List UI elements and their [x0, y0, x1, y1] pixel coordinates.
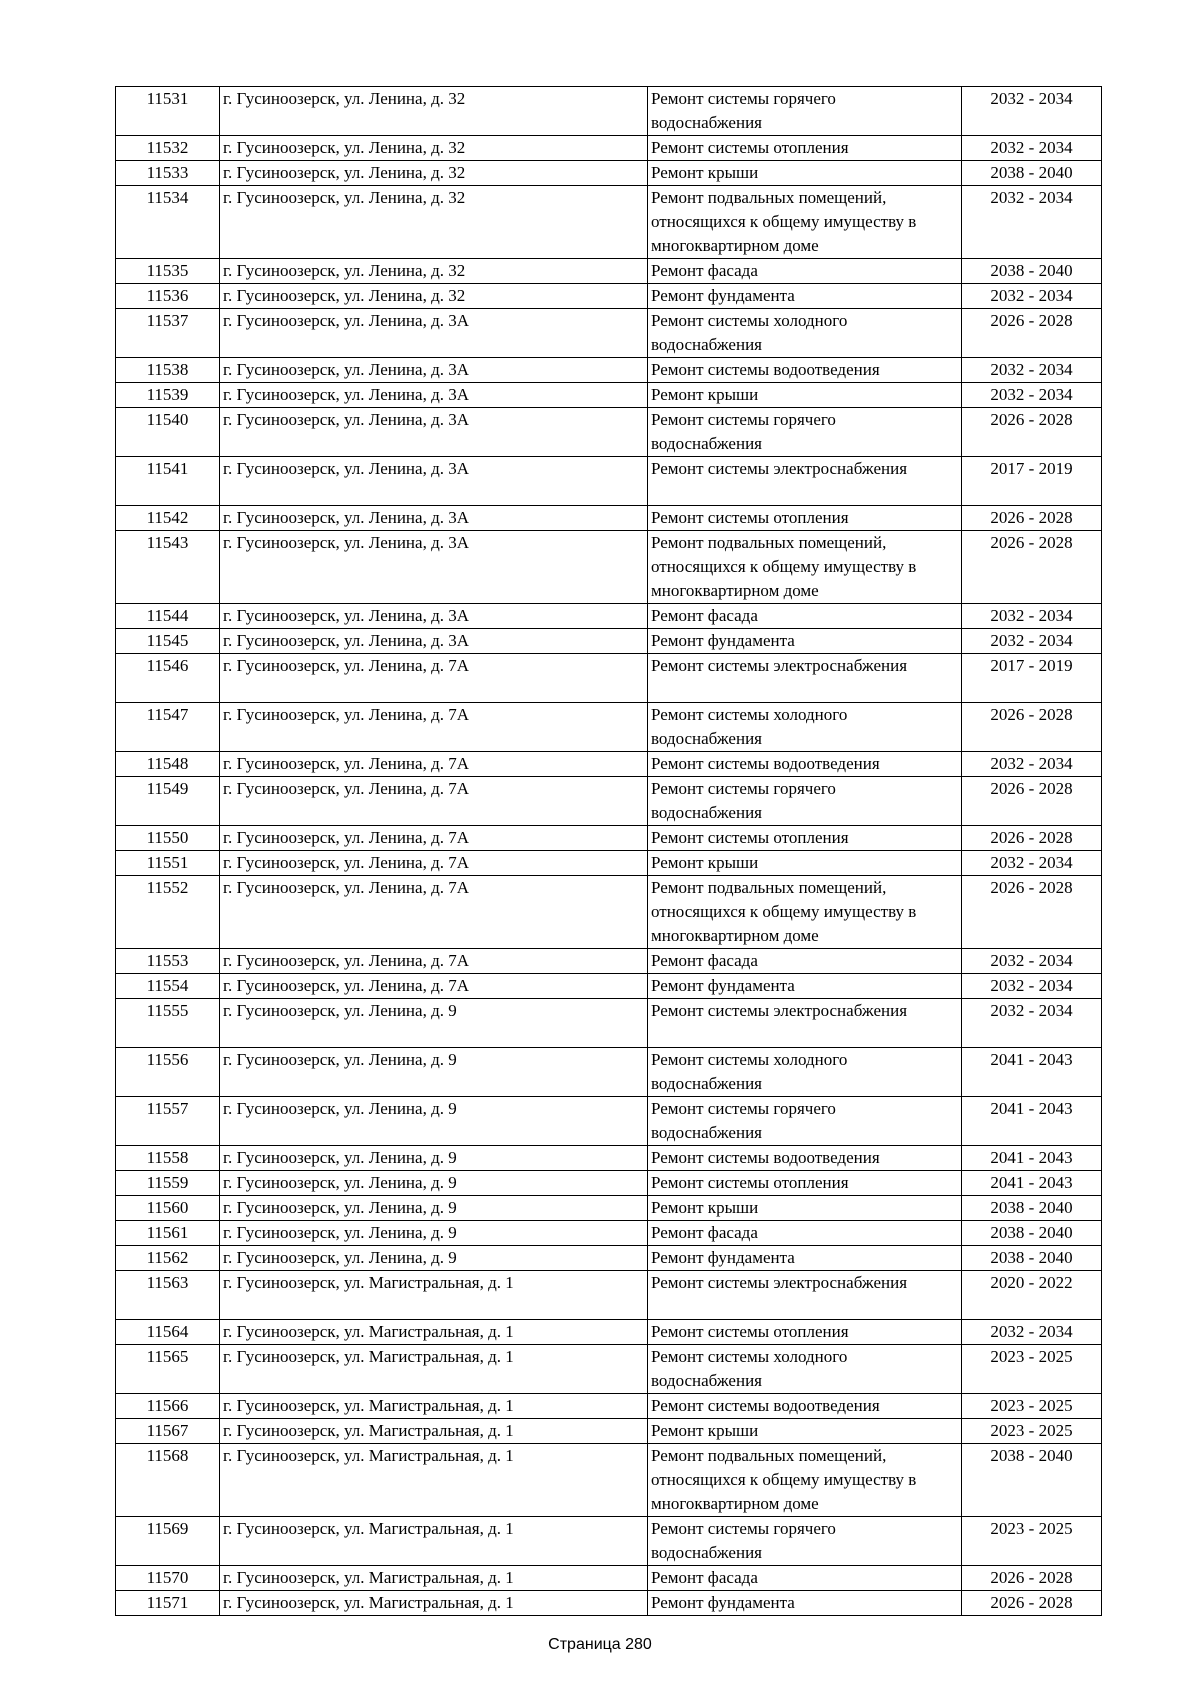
- period-cell: 2041 - 2043: [962, 1097, 1102, 1146]
- period-cell: 2032 - 2034: [962, 974, 1102, 999]
- row-number: 11548: [116, 752, 220, 777]
- work-type-line: Ремонт системы водоотведения: [651, 1148, 880, 1167]
- address-cell: г. Гусиноозерск, ул. Магистральная, д. 1: [220, 1394, 648, 1419]
- work-type-line: Ремонт системы холодного: [651, 705, 848, 724]
- work-type-cell: [648, 1246, 962, 1271]
- row-number: 11566: [116, 1394, 220, 1419]
- work-type-line: Ремонт системы отопления: [651, 1173, 849, 1192]
- address-cell: г. Гусиноозерск, ул. Ленина, д. 32: [220, 161, 648, 186]
- work-type-line: Ремонт крыши: [651, 1198, 759, 1217]
- table-row: [116, 1566, 1102, 1591]
- work-type-line: водоснабжения: [651, 1123, 762, 1142]
- row-number: 11564: [116, 1320, 220, 1345]
- row-number: 11553: [116, 949, 220, 974]
- address-cell: г. Гусиноозерск, ул. Ленина, д. 32: [220, 87, 648, 136]
- table-row: [116, 654, 1102, 703]
- row-number: 11533: [116, 161, 220, 186]
- work-type-line: Ремонт подвальных помещений,: [651, 188, 887, 207]
- work-type-cell: [648, 161, 962, 186]
- address-cell: г. Гусиноозерск, ул. Магистральная, д. 1: [220, 1444, 648, 1517]
- row-number: 11555: [116, 999, 220, 1048]
- period-cell: 2026 - 2028: [962, 1591, 1102, 1616]
- address-cell: г. Гусиноозерск, ул. Ленина, д. 9: [220, 1048, 648, 1097]
- table-row: [116, 383, 1102, 408]
- work-type-cell: [648, 1517, 962, 1566]
- table-row: [116, 752, 1102, 777]
- work-type-line: Ремонт системы холодного: [651, 1347, 848, 1366]
- work-type-cell: [648, 383, 962, 408]
- table-row: [116, 999, 1102, 1048]
- work-type-line: Ремонт фундамента: [651, 631, 795, 650]
- work-type-line: относящихся к общему имуществу в: [651, 1470, 917, 1489]
- period-cell: 2032 - 2034: [962, 87, 1102, 136]
- work-type-line: Ремонт системы водоотведения: [651, 1396, 880, 1415]
- work-type-line: Ремонт фасада: [651, 606, 758, 625]
- work-type-line: Ремонт системы горячего: [651, 779, 836, 798]
- row-number: 11551: [116, 851, 220, 876]
- address-cell: г. Гусиноозерск, ул. Ленина, д. 9: [220, 999, 648, 1048]
- work-type-cell: [648, 1171, 962, 1196]
- work-type-line: Ремонт крыши: [651, 385, 759, 404]
- work-type-cell: [648, 949, 962, 974]
- period-cell: 2038 - 2040: [962, 1444, 1102, 1517]
- work-type-line: относящихся к общему имуществу в: [651, 902, 917, 921]
- table-row: [116, 974, 1102, 999]
- row-number: 11562: [116, 1246, 220, 1271]
- row-number: 11545: [116, 629, 220, 654]
- period-cell: 2026 - 2028: [962, 506, 1102, 531]
- work-type-line: Ремонт фасада: [651, 261, 758, 280]
- work-type-cell: [648, 1221, 962, 1246]
- work-type-line: водоснабжения: [651, 1371, 762, 1390]
- period-cell: 2026 - 2028: [962, 703, 1102, 752]
- address-cell: г. Гусиноозерск, ул. Ленина, д. 7А: [220, 851, 648, 876]
- work-type-cell: [648, 186, 962, 259]
- table-row: [116, 1196, 1102, 1221]
- work-type-line: Ремонт системы горячего: [651, 89, 836, 108]
- row-number: 11557: [116, 1097, 220, 1146]
- work-type-cell: [648, 87, 962, 136]
- work-type-line: Ремонт системы отопления: [651, 508, 849, 527]
- row-number: 11569: [116, 1517, 220, 1566]
- work-type-line: относящихся к общему имуществу в: [651, 212, 917, 231]
- row-number: 11536: [116, 284, 220, 309]
- row-number: 11565: [116, 1345, 220, 1394]
- address-cell: г. Гусиноозерск, ул. Ленина, д. 32: [220, 259, 648, 284]
- address-cell: г. Гусиноозерск, ул. Ленина, д. 7А: [220, 876, 648, 949]
- period-cell: 2038 - 2040: [962, 1246, 1102, 1271]
- period-cell: 2041 - 2043: [962, 1048, 1102, 1097]
- work-type-cell: [648, 1196, 962, 1221]
- table-row: [116, 1419, 1102, 1444]
- address-cell: г. Гусиноозерск, ул. Ленина, д. 9: [220, 1196, 648, 1221]
- table-row: [116, 259, 1102, 284]
- row-number: 11535: [116, 259, 220, 284]
- period-cell: 2032 - 2034: [962, 186, 1102, 259]
- address-cell: г. Гусиноозерск, ул. Ленина, д. 7А: [220, 777, 648, 826]
- address-cell: г. Гусиноозерск, ул. Ленина, д. 7А: [220, 974, 648, 999]
- address-cell: г. Гусиноозерск, ул. Ленина, д. 3А: [220, 358, 648, 383]
- work-type-cell: [648, 1345, 962, 1394]
- row-number: 11561: [116, 1221, 220, 1246]
- table-row: [116, 1591, 1102, 1616]
- address-cell: г. Гусиноозерск, ул. Ленина, д. 9: [220, 1221, 648, 1246]
- work-type-cell: [648, 408, 962, 457]
- work-type-line: Ремонт подвальных помещений,: [651, 878, 887, 897]
- table-row: [116, 703, 1102, 752]
- row-number: 11552: [116, 876, 220, 949]
- table-row: [116, 1246, 1102, 1271]
- work-type-line: Ремонт фасада: [651, 1223, 758, 1242]
- work-type-line: Ремонт системы отопления: [651, 1322, 849, 1341]
- period-cell: 2023 - 2025: [962, 1345, 1102, 1394]
- row-number: 11541: [116, 457, 220, 506]
- period-cell: 2032 - 2034: [962, 999, 1102, 1048]
- work-type-line: Ремонт системы отопления: [651, 138, 849, 157]
- work-type-cell: [648, 531, 962, 604]
- period-cell: 2026 - 2028: [962, 777, 1102, 826]
- address-cell: г. Гусиноозерск, ул. Магистральная, д. 1: [220, 1591, 648, 1616]
- period-cell: 2023 - 2025: [962, 1419, 1102, 1444]
- table-row: [116, 408, 1102, 457]
- work-type-line: Ремонт фасада: [651, 1568, 758, 1587]
- address-cell: г. Гусиноозерск, ул. Ленина, д. 7А: [220, 752, 648, 777]
- table-row: [116, 1221, 1102, 1246]
- work-type-cell: [648, 259, 962, 284]
- row-number: 11537: [116, 309, 220, 358]
- table-row: [116, 161, 1102, 186]
- row-number: 11538: [116, 358, 220, 383]
- address-cell: г. Гусиноозерск, ул. Ленина, д. 32: [220, 186, 648, 259]
- work-type-cell: [648, 506, 962, 531]
- work-type-cell: [648, 752, 962, 777]
- period-cell: 2023 - 2025: [962, 1394, 1102, 1419]
- address-cell: г. Гусиноозерск, ул. Ленина, д. 3А: [220, 506, 648, 531]
- row-number: 11567: [116, 1419, 220, 1444]
- address-cell: г. Гусиноозерск, ул. Магистральная, д. 1: [220, 1271, 648, 1320]
- table-row: [116, 826, 1102, 851]
- work-type-cell: [648, 703, 962, 752]
- period-cell: 2026 - 2028: [962, 876, 1102, 949]
- address-cell: г. Гусиноозерск, ул. Ленина, д. 32: [220, 136, 648, 161]
- work-type-line: Ремонт фундамента: [651, 286, 795, 305]
- row-number: 11540: [116, 408, 220, 457]
- work-type-cell: [648, 1320, 962, 1345]
- table-row: [116, 851, 1102, 876]
- address-cell: г. Гусиноозерск, ул. Ленина, д. 3А: [220, 457, 648, 506]
- work-type-line: Ремонт крыши: [651, 853, 759, 872]
- work-type-line: водоснабжения: [651, 1074, 762, 1093]
- work-type-cell: [648, 1394, 962, 1419]
- row-number: 11542: [116, 506, 220, 531]
- row-number: 11554: [116, 974, 220, 999]
- period-cell: 2032 - 2034: [962, 284, 1102, 309]
- work-type-line: относящихся к общему имуществу в: [651, 557, 917, 576]
- period-cell: 2038 - 2040: [962, 259, 1102, 284]
- work-type-line: многоквартирном доме: [651, 581, 819, 600]
- period-cell: 2026 - 2028: [962, 531, 1102, 604]
- row-number: 11532: [116, 136, 220, 161]
- work-type-line: многоквартирном доме: [651, 926, 819, 945]
- row-number: 11539: [116, 383, 220, 408]
- row-number: 11556: [116, 1048, 220, 1097]
- period-cell: 2032 - 2034: [962, 604, 1102, 629]
- work-type-line: Ремонт крыши: [651, 1421, 759, 1440]
- period-cell: 2026 - 2028: [962, 408, 1102, 457]
- period-cell: 2017 - 2019: [962, 457, 1102, 506]
- table-row: [116, 1171, 1102, 1196]
- period-cell: 2038 - 2040: [962, 1196, 1102, 1221]
- row-number: 11568: [116, 1444, 220, 1517]
- work-type-cell: [648, 1048, 962, 1097]
- row-number: 11534: [116, 186, 220, 259]
- address-cell: г. Гусиноозерск, ул. Ленина, д. 3А: [220, 309, 648, 358]
- table-row: [116, 1517, 1102, 1566]
- work-type-cell: [648, 654, 962, 703]
- period-cell: 2038 - 2040: [962, 161, 1102, 186]
- work-type-line: водоснабжения: [651, 1543, 762, 1562]
- address-cell: г. Гусиноозерск, ул. Ленина, д. 3А: [220, 383, 648, 408]
- work-type-cell: [648, 284, 962, 309]
- table-row: [116, 1271, 1102, 1320]
- period-cell: 2023 - 2025: [962, 1517, 1102, 1566]
- work-type-cell: [648, 851, 962, 876]
- work-type-cell: [648, 1097, 962, 1146]
- address-cell: г. Гусиноозерск, ул. Ленина, д. 9: [220, 1171, 648, 1196]
- address-cell: г. Гусиноозерск, ул. Ленина, д. 9: [220, 1097, 648, 1146]
- address-cell: г. Гусиноозерск, ул. Ленина, д. 3А: [220, 408, 648, 457]
- period-cell: 2032 - 2034: [962, 358, 1102, 383]
- work-type-line: многоквартирном доме: [651, 236, 819, 255]
- work-type-line: Ремонт фасада: [651, 951, 758, 970]
- table-row: [116, 1394, 1102, 1419]
- work-type-cell: [648, 1146, 962, 1171]
- work-type-line: Ремонт системы электроснабжения: [651, 459, 908, 478]
- work-type-line: водоснабжения: [651, 113, 762, 132]
- work-type-line: водоснабжения: [651, 434, 762, 453]
- table-row: [116, 1048, 1102, 1097]
- work-type-cell: [648, 1591, 962, 1616]
- table-row: [116, 1320, 1102, 1345]
- work-type-cell: [648, 974, 962, 999]
- work-type-cell: [648, 1444, 962, 1517]
- table-row: [116, 949, 1102, 974]
- work-type-line: Ремонт системы холодного: [651, 311, 848, 330]
- period-cell: 2032 - 2034: [962, 136, 1102, 161]
- row-number: 11544: [116, 604, 220, 629]
- address-cell: г. Гусиноозерск, ул. Ленина, д. 7А: [220, 703, 648, 752]
- work-type-cell: [648, 876, 962, 949]
- work-type-line: Ремонт фундамента: [651, 1593, 795, 1612]
- address-cell: г. Гусиноозерск, ул. Ленина, д. 3А: [220, 629, 648, 654]
- table-row: [116, 1097, 1102, 1146]
- row-number: 11571: [116, 1591, 220, 1616]
- work-type-line: Ремонт системы горячего: [651, 1099, 836, 1118]
- table-row: [116, 1345, 1102, 1394]
- period-cell: 2032 - 2034: [962, 629, 1102, 654]
- work-type-line: Ремонт системы горячего: [651, 410, 836, 429]
- period-cell: 2041 - 2043: [962, 1171, 1102, 1196]
- address-cell: г. Гусиноозерск, ул. Ленина, д. 7А: [220, 654, 648, 703]
- table-row: [116, 876, 1102, 949]
- table-row: [116, 506, 1102, 531]
- work-type-cell: [648, 358, 962, 383]
- address-cell: г. Гусиноозерск, ул. Ленина, д. 3А: [220, 604, 648, 629]
- work-type-line: Ремонт системы горячего: [651, 1519, 836, 1538]
- period-cell: 2017 - 2019: [962, 654, 1102, 703]
- address-cell: г. Гусиноозерск, ул. Ленина, д. 9: [220, 1246, 648, 1271]
- work-type-cell: [648, 457, 962, 506]
- address-cell: г. Гусиноозерск, ул. Ленина, д. 7А: [220, 826, 648, 851]
- work-type-line: Ремонт системы электроснабжения: [651, 1001, 908, 1020]
- work-type-line: Ремонт фундамента: [651, 1248, 795, 1267]
- row-number: 11558: [116, 1146, 220, 1171]
- table-row: [116, 1146, 1102, 1171]
- table-row: [116, 457, 1102, 506]
- table-row: [116, 186, 1102, 259]
- address-cell: г. Гусиноозерск, ул. Ленина, д. 3А: [220, 531, 648, 604]
- period-cell: 2026 - 2028: [962, 826, 1102, 851]
- table-row: [116, 531, 1102, 604]
- table-row: [116, 629, 1102, 654]
- table-body: [116, 87, 1102, 1616]
- address-cell: г. Гусиноозерск, ул. Магистральная, д. 1: [220, 1566, 648, 1591]
- work-type-line: Ремонт системы электроснабжения: [651, 1273, 908, 1292]
- row-number: 11559: [116, 1171, 220, 1196]
- period-cell: 2032 - 2034: [962, 383, 1102, 408]
- table-row: [116, 284, 1102, 309]
- work-type-cell: [648, 629, 962, 654]
- table-row: [116, 136, 1102, 161]
- work-type-line: водоснабжения: [651, 803, 762, 822]
- period-cell: 2026 - 2028: [962, 1566, 1102, 1591]
- work-type-cell: [648, 777, 962, 826]
- work-type-line: водоснабжения: [651, 729, 762, 748]
- work-type-cell: [648, 1271, 962, 1320]
- row-number: 11549: [116, 777, 220, 826]
- work-type-cell: [648, 136, 962, 161]
- period-cell: 2041 - 2043: [962, 1146, 1102, 1171]
- period-cell: 2032 - 2034: [962, 752, 1102, 777]
- period-cell: 2032 - 2034: [962, 851, 1102, 876]
- row-number: 11547: [116, 703, 220, 752]
- work-type-line: Ремонт системы водоотведения: [651, 754, 880, 773]
- row-number: 11563: [116, 1271, 220, 1320]
- table-row: [116, 777, 1102, 826]
- period-cell: 2032 - 2034: [962, 1320, 1102, 1345]
- work-type-line: водоснабжения: [651, 335, 762, 354]
- work-type-line: Ремонт системы отопления: [651, 828, 849, 847]
- work-type-line: Ремонт системы холодного: [651, 1050, 848, 1069]
- row-number: 11570: [116, 1566, 220, 1591]
- work-type-line: Ремонт крыши: [651, 163, 759, 182]
- work-type-cell: [648, 1566, 962, 1591]
- work-type-cell: [648, 1419, 962, 1444]
- work-type-cell: [648, 999, 962, 1048]
- address-cell: г. Гусиноозерск, ул. Магистральная, д. 1: [220, 1419, 648, 1444]
- period-cell: 2026 - 2028: [962, 309, 1102, 358]
- address-cell: г. Гусиноозерск, ул. Ленина, д. 32: [220, 284, 648, 309]
- address-cell: г. Гусиноозерск, ул. Магистральная, д. 1: [220, 1517, 648, 1566]
- work-type-line: многоквартирном доме: [651, 1494, 819, 1513]
- address-cell: г. Гусиноозерск, ул. Ленина, д. 9: [220, 1146, 648, 1171]
- work-type-line: Ремонт системы водоотведения: [651, 360, 880, 379]
- row-number: 11546: [116, 654, 220, 703]
- repair-schedule-table: [115, 86, 1102, 1616]
- work-type-line: Ремонт подвальных помещений,: [651, 1446, 887, 1465]
- row-number: 11531: [116, 87, 220, 136]
- table-row: [116, 358, 1102, 383]
- table-row: [116, 309, 1102, 358]
- address-cell: г. Гусиноозерск, ул. Ленина, д. 7А: [220, 949, 648, 974]
- work-type-cell: [648, 826, 962, 851]
- row-number: 11550: [116, 826, 220, 851]
- page-number: Страница 280: [548, 1636, 652, 1653]
- table-row: [116, 1444, 1102, 1517]
- table-row: [116, 87, 1102, 136]
- period-cell: 2038 - 2040: [962, 1221, 1102, 1246]
- row-number: 11543: [116, 531, 220, 604]
- address-cell: г. Гусиноозерск, ул. Магистральная, д. 1: [220, 1320, 648, 1345]
- work-type-line: Ремонт подвальных помещений,: [651, 533, 887, 552]
- row-number: 11560: [116, 1196, 220, 1221]
- work-type-cell: [648, 604, 962, 629]
- work-type-line: Ремонт системы электроснабжения: [651, 656, 908, 675]
- table-row: [116, 604, 1102, 629]
- period-cell: 2020 - 2022: [962, 1271, 1102, 1320]
- address-cell: г. Гусиноозерск, ул. Магистральная, д. 1: [220, 1345, 648, 1394]
- work-type-cell: [648, 309, 962, 358]
- work-type-line: Ремонт фундамента: [651, 976, 795, 995]
- period-cell: 2032 - 2034: [962, 949, 1102, 974]
